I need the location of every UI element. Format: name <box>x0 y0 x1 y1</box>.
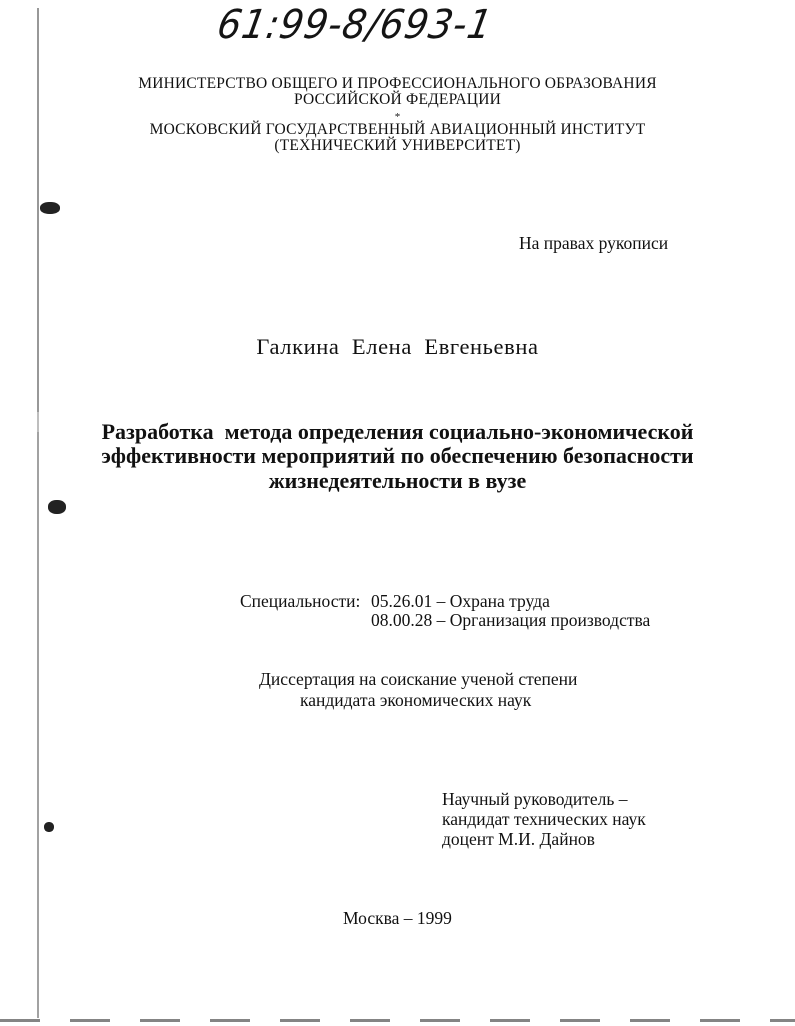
scan-blot <box>44 822 54 832</box>
dissertation-line2: кандидата экономических наук <box>300 690 532 710</box>
title-line3: жизнедеятельности в вузе <box>268 468 527 493</box>
ministry-line2: РОССИЙСКОЙ ФЕДЕРАЦИИ <box>294 91 501 108</box>
ministry-line1: МИНИСТЕРСТВО ОБЩЕГО И ПРОФЕССИОНАЛЬНОГО ОБРАЗОВАНИЯ <box>138 75 657 92</box>
scan-left-edge <box>37 8 39 1018</box>
scan-bottom-strip <box>0 1019 795 1022</box>
city-year: Москва – 1999 <box>343 908 452 928</box>
institute-line1: МОСКОВСКИЙ ГОСУДАРСТВЕННЫЙ АВИАЦИОННЫЙ ИНСТИТУТ <box>149 121 646 138</box>
author-name: Галкина Елена Евгеньевна <box>256 334 539 359</box>
title-line2: эффективности мероприятий по обеспечению безопасности <box>101 443 694 468</box>
header-separator: * <box>394 111 401 123</box>
specialty-item: 08.00.28 – Организация производства <box>371 610 651 630</box>
scan-blot <box>40 202 60 214</box>
supervisor-line1: Научный руководитель – <box>442 789 628 809</box>
title-line1: Разработка метода определения социально-экономической <box>101 419 694 444</box>
supervisor-line3: доцент М.И. Дайнов <box>442 829 595 849</box>
specialty-item: 05.26.01 – Охрана труда <box>371 591 550 611</box>
handwritten-archive-number: 61:99-8/693-1 <box>213 2 497 48</box>
dissertation-line1: Диссертация на соискание ученой степени <box>259 669 578 689</box>
specialties-label: Специальности: <box>240 591 361 611</box>
supervisor-line2: кандидат технических наук <box>442 809 646 829</box>
institute-line2: (ТЕХНИЧЕСКИЙ УНИВЕРСИТЕТ) <box>274 137 521 154</box>
manuscript-rights: На правах рукописи <box>519 233 669 253</box>
scan-blot <box>48 500 66 514</box>
